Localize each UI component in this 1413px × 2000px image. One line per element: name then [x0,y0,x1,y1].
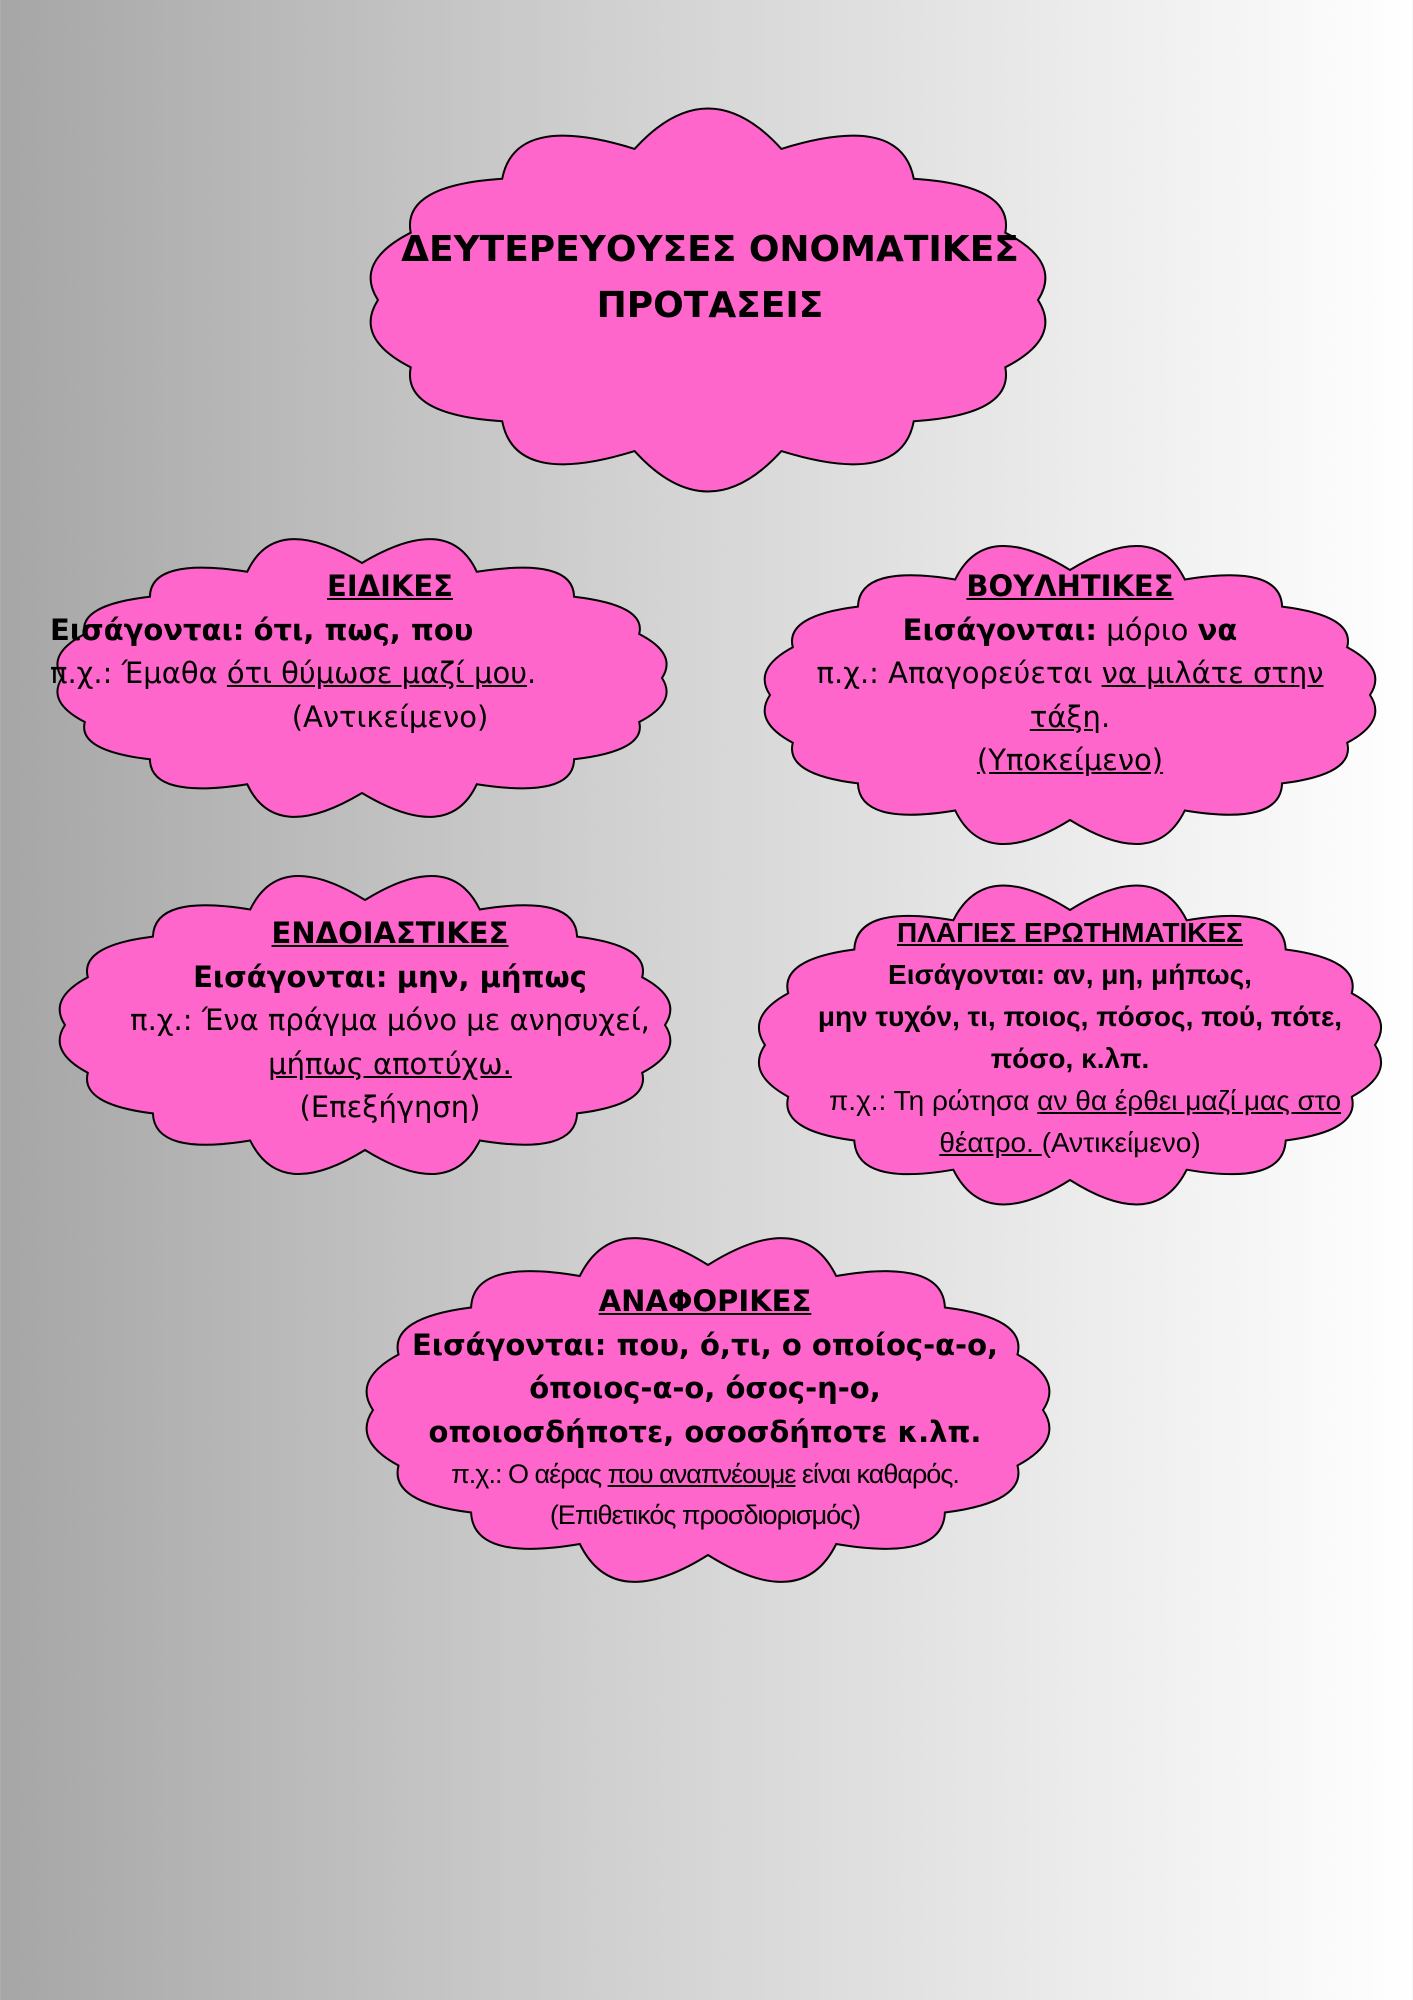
voulitikes-example [710,652,1413,696]
page-title [300,222,1120,334]
anaforikes-example [340,1454,1070,1495]
plagies-intro-line-1: αν, μη, μήπως, [1052,959,1252,990]
plagies-example-clause-1: αν θα έρθει μαζί μας στο [1037,1085,1342,1116]
plagies-example [740,1080,1413,1122]
voulitikes-example-label: π.χ.: Απαγορεύεται [816,656,1102,690]
plagies-cloud-text [740,912,1400,1164]
voulitikes-function: (Υποκείμενο) [976,743,1164,777]
anaforikes-heading: ΑΝΑΦΟΡΙΚΕΣ [598,1284,812,1318]
eidikes-cloud-text [20,565,760,739]
voulitikes-example-end: . [1100,699,1111,734]
eidikes-function: (Αντικείμενο) [291,699,489,734]
voulitikes-intro-word: να [1197,612,1238,647]
plagies-example-label: π.χ.: Τη ρώτησα [828,1085,1038,1116]
endoiastikes-intro-words: μην, μήπως [396,959,587,994]
anaforikes-cloud-text [340,1280,1070,1535]
plagies-example-clause-2: θέατρο. [939,1127,1042,1158]
plagies-example-cont [740,1122,1400,1164]
eidikes-intro-label: Εισάγονται: [50,612,245,647]
voulitikes-cloud-text [710,565,1413,783]
plagies-heading: ΠΛΑΓΙΕΣ ΕΡΩΤΗΜΑΤΙΚΕΣ [897,917,1243,948]
endoiastikes-example-clause: μήπως αποτύχω. [268,1046,512,1081]
anaforikes-example-end: είναι καθαρός. [795,1459,959,1489]
eidikes-example-clause: ότι θύμωσε μαζί μου [226,656,528,690]
plagies-intro-line-2: μην τυχόν, τι, ποιος, πόσος, πού, πότε, [817,1001,1343,1032]
anaforikes-intro-line-3: οποιοσδήποτε, οσοσδήποτε κ.λπ. [428,1414,982,1449]
anaforikes-example-label: π.χ.: Ο αέρας [451,1459,608,1489]
anaforikes-intro-line-2: όποιος-α-ο, όσος-η-ο, [529,1371,881,1405]
eidikes-intro [20,609,760,653]
eidikes-example-label: π.χ.: Έμαθα [50,656,227,690]
voulitikes-example-clause-1: να μιλάτε στην [1101,656,1324,690]
voulitikes-intro-text: μόριο [1097,612,1198,647]
plagies-function: (Αντικείμενο) [1041,1127,1201,1158]
voulitikes-intro [710,609,1413,653]
voulitikes-example-cont [710,696,1413,740]
plagies-intro-line-3: πόσο, κ.λπ. [990,1043,1150,1074]
eidikes-heading: ΕΙΔΙΚΕΣ [327,569,453,603]
plagies-intro [740,954,1400,996]
endoiastikes-example-label: π.χ.: Ένα πράγμα μόνο με ανησυχεί, [130,1003,650,1037]
anaforikes-function: (Επιθετικός προσδιορισμός) [549,1499,861,1530]
eidikes-example [20,652,760,696]
endoiastikes-intro [20,956,760,1000]
eidikes-intro-words: ότι, πως, που [253,612,474,647]
voulitikes-intro-label: Εισάγονται: [902,612,1098,647]
voulitikes-heading: ΒΟΥΛΗΤΙΚΕΣ [966,569,1174,603]
anaforikes-intro [340,1324,1070,1368]
voulitikes-example-clause-2: τάξη [1029,699,1101,734]
plagies-intro-label: Εισάγονται: [888,959,1046,990]
endoiastikes-cloud-text [20,912,760,1130]
eidikes-example-end: . [527,656,537,690]
anaforikes-example-clause: που αναπνέουμε [607,1459,796,1489]
anaforikes-intro-line-1: που, ό,τι, ο οποίος-α-ο, [616,1327,999,1362]
endoiastikes-function: (Επεξήγηση) [299,1090,481,1124]
title-line-2: ΠΡΟΤΑΣΕΙΣ [596,284,824,326]
title-line-1: ΔΕΥΤΕΡΕΥΟΥΣΕΣ ΟΝΟΜΑΤΙΚΕΣ [401,229,1019,270]
endoiastikes-intro-label: Εισάγονται: [193,959,388,994]
endoiastikes-heading: ΕΝΔΟΙΑΣΤΙΚΕΣ [271,916,509,950]
anaforikes-intro-label: Εισάγονται: [411,1327,607,1362]
